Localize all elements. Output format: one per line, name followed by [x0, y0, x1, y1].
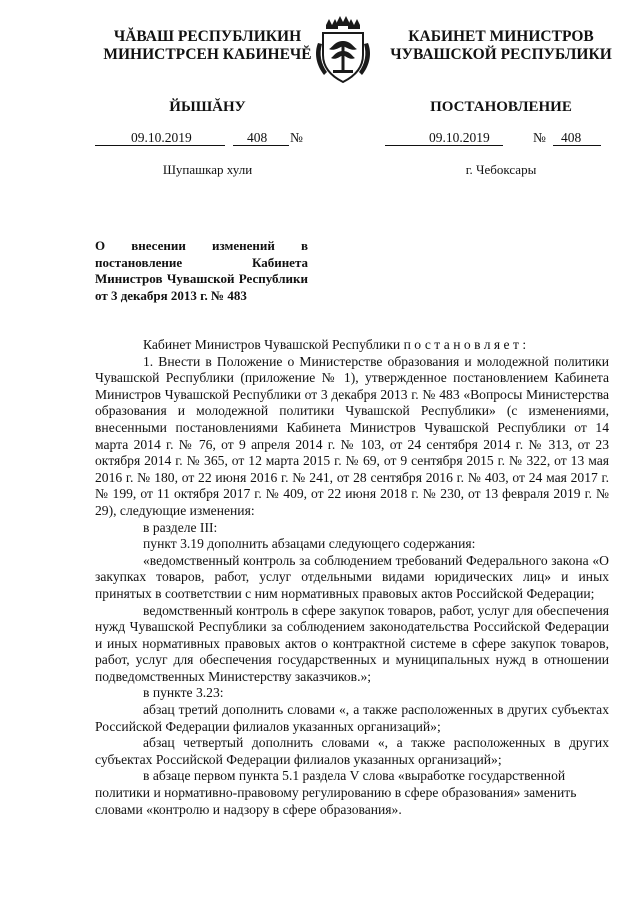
date-number-line-right	[385, 130, 617, 148]
number-right: 408	[561, 130, 582, 145]
document-body	[95, 337, 609, 818]
paragraph-4: «ведомственный контроль за соблюдением требований Федерального закона «О закупках товаров, работ, услуг отдельными видами юридических лиц» и иных принятых в соответствии с ним нормативных правовых актов Российской Федерации;	[95, 552, 609, 601]
paragraph-5: ведомственный контроль в сфере закупок товаров, работ, услуг для обеспечения нужд Чувашской Республики за соблюдением законодательства Российской Федерации и иных нормативных правовых актов о контрактной системе в сфере закупок товаров, работ, услуг для обеспечения государственных и муниципальных нужд в отношении подведомственных Министерству заказчиков.»;	[95, 602, 609, 684]
intro-paragraph	[95, 337, 609, 354]
intro-text: Кабинет Министров Чувашской Республики	[143, 337, 404, 352]
paragraph-1: 1. Внести в Положение о Министерстве образования и молодежной политики Чувашской Республики (приложение № 1), утвержденное постановлением Кабинета Министров Чувашской Республики от 3 декабря 2013 г. № 483 «Вопросы Министерства образования и молодежной политики Чувашской Республики» (с изменениями, внесенными постановлениями Кабинета Министров Чувашской Республики от 14 марта 2014 г. № 76, от 9 апреля 2014 г. № 103, от 24 сентября 2014 г. № 313, от 23 октября 2014 г. № 365, от 12 марта 2015 г. № 69, от 9 сентября 2015 г. № 322, от 13 мая 2016 г. № 180, от 22 июня 2016 г. № 241, от 28 сентября 2016 г. № 403, от 24 мая 2017 г. № 199, от 11 октября 2017 г. № 409, от 22 июня 2018 г. № 230, от 13 февраля 2019 г. № 29), следующие изменения:	[95, 353, 609, 518]
paragraph-6: в пункте 3.23:	[143, 685, 224, 701]
city-chuvash: Шупашкар хули	[162, 162, 253, 177]
org-name-russian-line1: КАБИНЕТ МИНИСТРОВ	[408, 28, 594, 45]
org-name-russian-line2: ЧУВАШСКОЙ РЕСПУБЛИКИ	[390, 46, 612, 63]
paragraph-7: абзац третий дополнить словами «, а также расположенных в других субъектах Российской Федерации филиалов указанных организаций»;	[95, 702, 609, 734]
number-sign-right: №	[533, 130, 546, 145]
paragraph-9: в абзаце первом пункта 5.1 раздела V слова «выработке государственной политики и нормативно-правовому регулированию в сфере образования» заменить словами «контролю и надзору в сфере образования».	[95, 768, 577, 817]
doctype-chuvash: ЙЫШĂНУ	[169, 99, 246, 115]
coat-of-arms-emblem	[312, 15, 374, 85]
paragraph-2: в разделе III:	[143, 519, 218, 535]
doctype-russian: ПОСТАНОВЛЕНИЕ	[430, 99, 572, 115]
date-left: 09.10.2019	[131, 130, 192, 145]
paragraph-8: абзац четвертый дополнить словами «, а также расположенных в других субъектах Российской Федерации филиалов указанных организаций»;	[95, 735, 609, 767]
intro-verb: постановляет:	[403, 337, 530, 352]
org-name-chuvash-line1: ЧĂВАШ РЕСПУБЛИКИН	[113, 28, 302, 45]
document-subject: О внесении изменений в постановление Кабинета Министров Чувашской Республики от 3 декабря 2013 г. № 483	[95, 238, 308, 303]
date-number-line-left	[95, 130, 320, 148]
date-right: 09.10.2019	[429, 130, 490, 145]
paragraph-3: пункт 3.19 дополнить абзацами следующего содержания:	[143, 536, 476, 552]
org-name-chuvash-line2: МИНИСТРСЕН КАБИНЕЧĔ	[103, 46, 312, 63]
org-name-russian	[385, 28, 617, 64]
number-left: 408	[247, 130, 268, 145]
org-name-chuvash	[95, 28, 320, 64]
number-sign-left: №	[290, 130, 303, 145]
city-russian: г. Чебоксары	[465, 162, 537, 177]
